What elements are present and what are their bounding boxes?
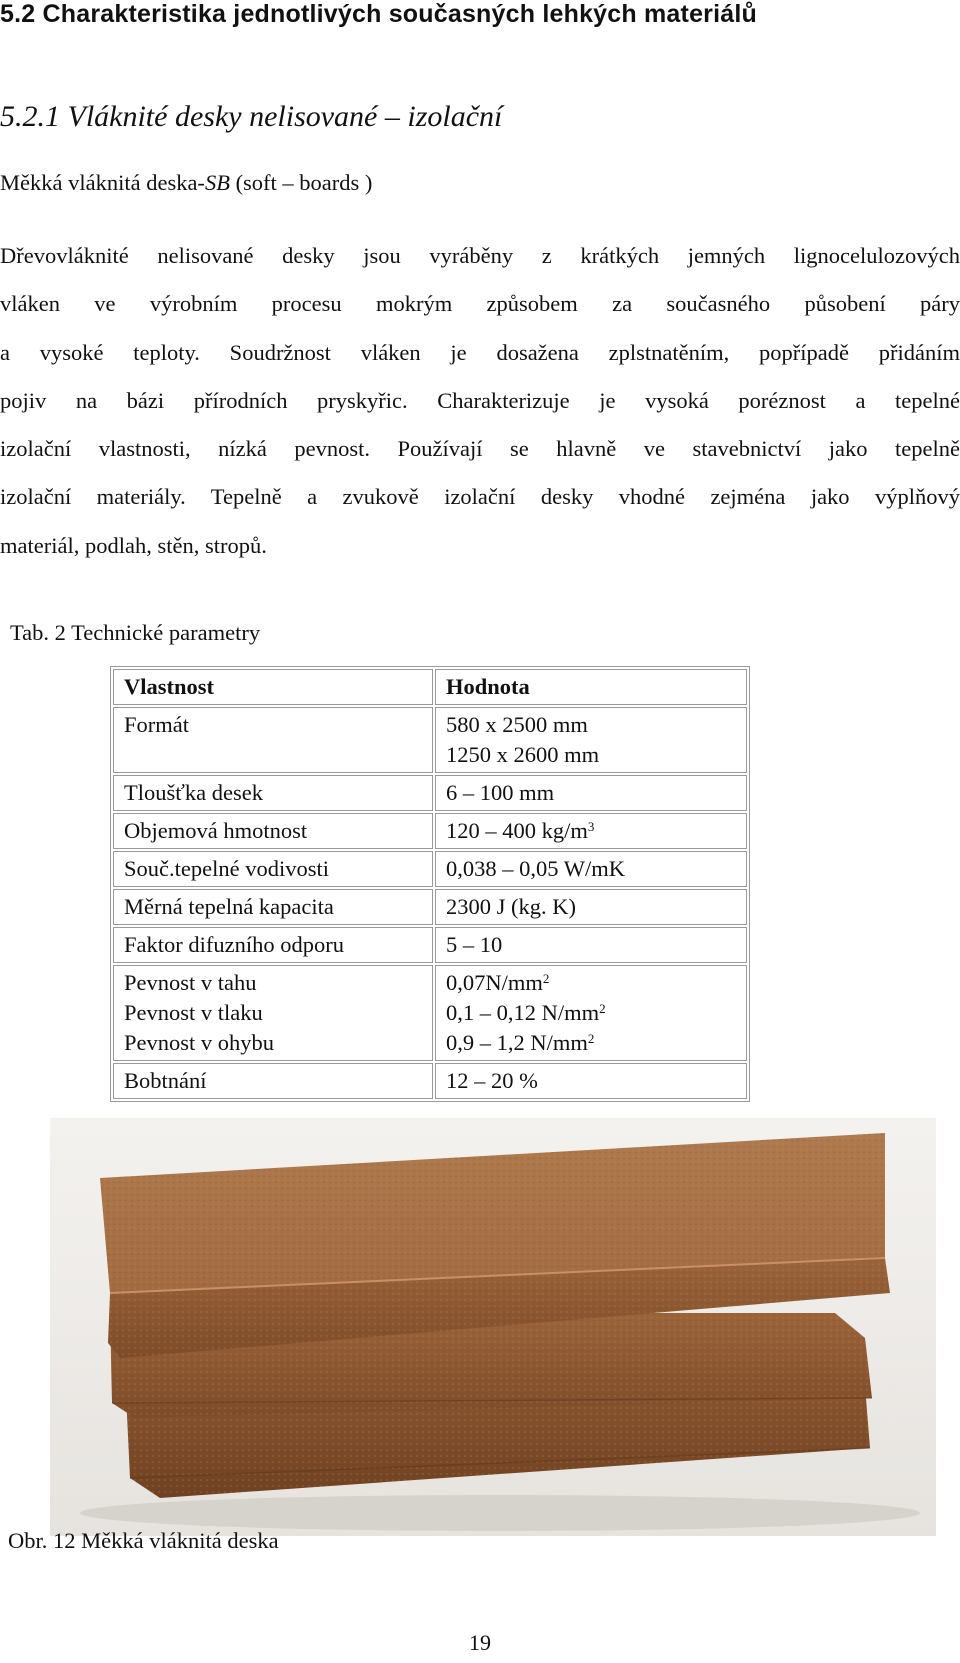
figure-caption: Obr. 12 Měkká vláknitá deska — [8, 1528, 279, 1553]
value-cell: 12 – 20 % — [435, 1063, 747, 1099]
value-text: 0,1 – 0,12 N/mm — [446, 1000, 600, 1025]
value-cell — [435, 707, 747, 773]
value-text: 0,9 – 1,2 N/mm — [446, 1030, 588, 1055]
property-line: Pevnost v tahu — [124, 970, 257, 995]
subsection-heading: 5.2.1 Vláknité desky nelisované – izolační — [0, 100, 503, 133]
value-cell — [435, 813, 747, 849]
unit-exponent: 2 — [587, 1031, 595, 1046]
table-row — [113, 889, 747, 925]
fiberboard-stack-illustration — [50, 1118, 936, 1536]
value-line: 1250 x 2600 mm — [446, 742, 600, 767]
board-type-subtitle — [0, 170, 372, 196]
value-text: 120 – 400 kg/m — [446, 818, 588, 843]
property-cell: Formát — [113, 707, 433, 773]
table-row — [113, 851, 747, 887]
value-cell: 2300 J (kg. K) — [435, 889, 747, 925]
paragraph-line: vláken ve výrobním procesu mokrým způsobem za současného působení páry — [0, 291, 960, 317]
value-line — [446, 998, 736, 1028]
column-header-value: Hodnota — [435, 669, 747, 705]
paragraph-line: Dřevovláknité nelisované desky jsou vyráběny z krátkých jemných lignocelulozových — [0, 243, 960, 268]
section-heading: 5.2 Charakteristika jednotlivých současných lehkých materiálů — [0, 0, 757, 28]
page-number: 19 — [469, 1630, 491, 1655]
technical-parameters-table — [110, 666, 750, 1102]
unit-exponent: 2 — [542, 971, 550, 986]
table-row — [113, 775, 747, 811]
value-cell — [435, 965, 747, 1061]
table-row — [113, 965, 747, 1061]
table-row — [113, 813, 747, 849]
paragraph-line: pojiv na bázi přírodních pryskyřic. Charakterizuje je vysoká poréznost a tepelné — [0, 387, 960, 413]
value-line — [446, 1028, 736, 1058]
value-cell: 5 – 10 — [435, 927, 747, 963]
description-paragraph — [0, 232, 960, 570]
column-header-property: Vlastnost — [113, 669, 433, 705]
property-cell: Objemová hmotnost — [113, 813, 433, 849]
property-cell: Bobtnání — [113, 1063, 433, 1099]
subtitle-suffix: (soft – boards ) — [229, 170, 373, 195]
property-line: Pevnost v tlaku — [124, 1000, 263, 1025]
table-header-row — [113, 669, 747, 705]
value-text: 0,07N/mm — [446, 970, 543, 995]
subtitle-abbreviation: SB — [204, 170, 230, 195]
table-row — [113, 1063, 747, 1099]
fiberboard-stack-photo — [50, 1118, 936, 1536]
unit-exponent: 2 — [599, 1001, 606, 1016]
table-row — [113, 707, 747, 773]
property-cell: Tloušťka desek — [113, 775, 433, 811]
value-line — [446, 968, 736, 998]
table-caption: Tab. 2 Technické parametry — [10, 620, 261, 645]
value-cell: 6 – 100 mm — [435, 775, 747, 811]
subtitle-prefix: Měkká vláknitá deska- — [0, 170, 205, 195]
value-cell: 0,038 – 0,05 W/mK — [435, 851, 747, 887]
property-cell: Souč.tepelné vodivosti — [113, 851, 433, 887]
paragraph-line: materiál, podlah, stěn, stropů. — [0, 532, 267, 558]
paragraph-line: izolační materiály. Tepelně a zvukově izolační desky vhodné zejména jako výplňový — [0, 484, 960, 510]
property-cell — [113, 965, 433, 1061]
property-cell: Měrná tepelná kapacita — [113, 889, 433, 925]
property-line: Pevnost v ohybu — [124, 1030, 275, 1055]
value-line: 580 x 2500 mm — [446, 712, 588, 737]
paragraph-line: izolační vlastnosti, nízká pevnost. Používají se hlavně ve stavebnictví jako tepelně — [0, 436, 960, 462]
table-row — [113, 927, 747, 963]
property-cell: Faktor difuzního odporu — [113, 927, 433, 963]
paragraph-line: a vysoké teploty. Soudržnost vláken je dosažena zplstnatěním, popřípadě přidáním — [0, 339, 960, 365]
unit-exponent: 3 — [587, 819, 595, 834]
